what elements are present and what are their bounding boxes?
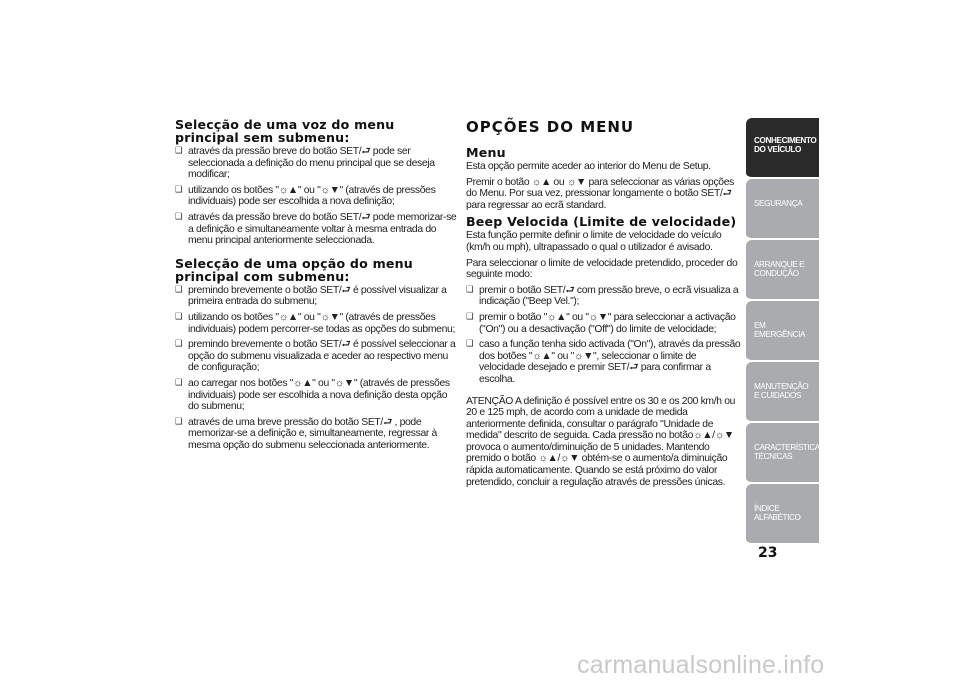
page-title: OPÇÕES DO MENU: [466, 118, 635, 136]
paragraph: Esta opção permite aceder ao interior do Menu de Setup.: [466, 161, 711, 172]
list-item: ❑ através da pressão breve do botão SET/⮐ pode memorizar-se a definição e simultaneamente voltar à mesma entrada do menu principal anteriormente seleccionada.: [175, 212, 457, 247]
watermark: carmanualsonline.info: [577, 651, 825, 679]
list-item: ❑ através da pressão breve do botão SET/⮐ pode ser seleccionada a definição do menu principal que se deseja modificar;: [175, 146, 457, 181]
attention-note: ATENÇÃO A definição é possível entre os 30 e os 200 km/h ou 20 e 125 mph, de acordo com a unidade de medida anteriormente definida, consultar o parágrafo "Unidade de medida" descrito de seguida. Cada pressão no botão☼▲/☼▼ provoca o aumento/diminuição de 5 unidades. Mantendo premido o botão ☼▲/☼▼ obtém-se o aumento/a diminuição rápida automaticamente. Quando se está próximo do valor pretendido, concluir a regulação através de pressões únicas.: [466, 395, 736, 488]
section-heading-no-submenu: Selecção de uma voz do menu principal sem submenu:: [175, 117, 395, 145]
paragraph: Para seleccionar o limite de velocidade pretendido, proceder do seguinte modo:: [466, 257, 738, 281]
steps-list-no-submenu: [175, 146, 457, 247]
list-item: ❑ premir o botão "☼▲" ou "☼▼" para seleccionar a activação ("On") ou a desactivação ("Off") do limite de velocidade;: [466, 312, 741, 335]
page-number: 23: [758, 545, 778, 561]
list-item: ❑ ao carregar nos botões "☼▲" ou "☼▼" (através de pressões individuais) pode ser escolhida a nova definição desta opção do submenu;: [175, 378, 457, 413]
tab-conhecimento-do-veiculo[interactable]: CONHECIMENTO DO VEÍCULO: [746, 118, 819, 179]
section-heading-menu: Menu: [466, 145, 506, 160]
list-item: ❑ através de uma breve pressão do botão SET/⮐ , pode memorizar-se a definição e, simultaneamente, regressar à mesma opção do submenu seleccionada anteriormente.: [175, 417, 457, 452]
section-heading-beep: Beep Velocida (Limite de velocidade): [466, 214, 737, 230]
list-item: ❑ utilizando os botões "☼▲" ou "☼▼" (através de pressões individuais) podem percorrer-se todas as opções do submenu;: [175, 312, 457, 335]
tab-indice-alfabetico[interactable]: ÍNDICE ALFABÉTICO: [746, 484, 819, 545]
right-column: [466, 118, 741, 492]
list-item: ❑ premindo brevemente o botão SET/⮐ é possível visualizar a primeira entrada do submenu;: [175, 285, 457, 308]
steps-list-beep: [466, 285, 741, 386]
list-item: ❑ premindo brevemente o botão SET/⮐ é possível seleccionar a opção do submenu visualizada e aceder ao respectivo menu de configuração;: [175, 339, 457, 374]
tab-em-emergencia[interactable]: EM EMERGÊNCIA: [746, 301, 819, 362]
chapter-tabs: [746, 118, 825, 545]
list-item: ❑ caso a função tenha sido activada ("On"), através da pressão dos botões "☼▲" ou "☼▼", seleccionar o limite de velocidade desejado e premir SET/⮐ para confirmar a escolha.: [466, 339, 741, 385]
paragraph: Esta função permite definir o limite de velocidade do veículo (km/h ou mph), ultrapassado o qual o utilizador é avisado.: [466, 230, 722, 253]
list-item: ❑ premir o botão SET/⮐ com pressão breve, o ecrã visualiza a indicação ("Beep Vel.");: [466, 285, 741, 308]
tab-caracteristicas-tecnicas[interactable]: CARACTERÍSTICAS TÉCNICAS: [746, 423, 819, 484]
list-item: ❑ utilizando os botões "☼▲" ou "☼▼" (através de pressões individuais) pode ser escolhida a nova definição;: [175, 185, 457, 208]
tab-arranque-e-conducao[interactable]: ARRANQUE E CONDUÇÃO: [746, 240, 819, 301]
tab-seguranca[interactable]: SEGURANÇA: [746, 179, 819, 240]
section-heading-with-submenu: Selecção de uma opção do menu principal com submenu:: [175, 255, 413, 284]
steps-list-with-submenu: [175, 285, 457, 452]
left-column: [175, 118, 457, 461]
paragraph: Premir o botão ☼▲ ou ☼▼ para seleccionar as várias opções do Menu. Por sua vez, pressionar longamente o botão SET/⮐ para regressar ao ecrã standard.: [466, 176, 735, 211]
tab-manutencao-e-cuidados[interactable]: MANUTENÇÃO E CUIDADOS: [746, 362, 819, 423]
